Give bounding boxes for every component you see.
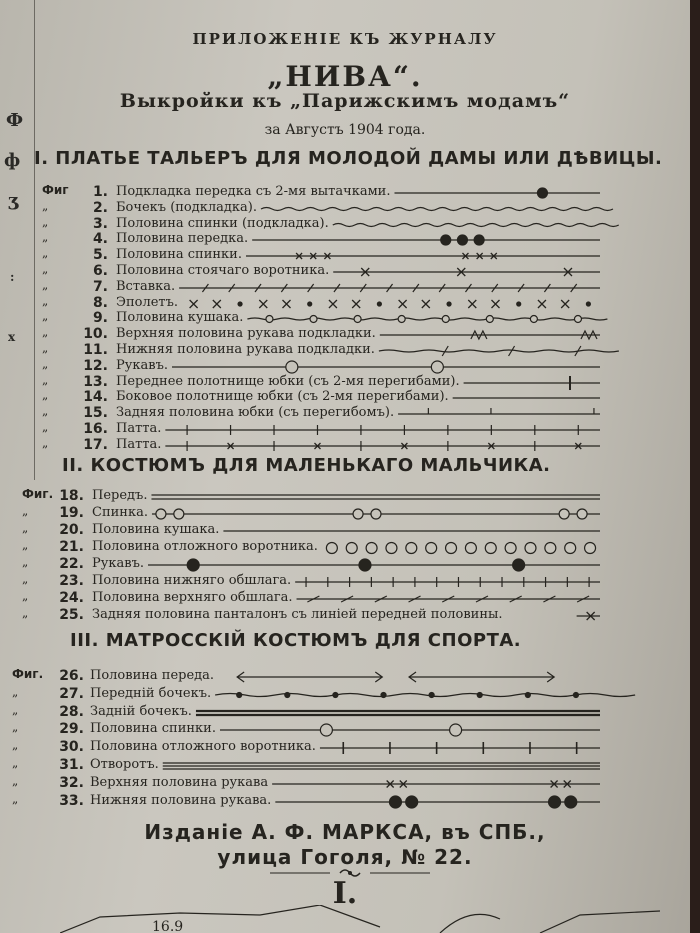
figure-label: Половина спинки (подкладка). [116, 215, 329, 231]
ditto-mark: „ [12, 791, 19, 806]
figure-number: 25. [59, 607, 84, 623]
ditto-mark: „ [42, 404, 49, 419]
figure-number: 29. [59, 721, 84, 738]
figure-label: Вставка. [116, 278, 176, 294]
section-title: II. КОСТЮМЪ ДЛЯ МАЛЕНЬКАГО МАЛЬЧИКА. [62, 455, 551, 476]
figure-label: Задняя половина юбки (съ перегибомъ). [116, 405, 395, 421]
ditto-mark: „ [12, 756, 19, 770]
cut-line-marker [0, 436, 690, 456]
figure-label: Бочекъ (подкладка). [116, 199, 257, 215]
edge-glyph: ф [4, 150, 21, 171]
figure-number: 8. [92, 294, 108, 311]
magazine-title: „НИВА“. [267, 60, 423, 93]
figure-label: Отворотъ. [90, 757, 159, 772]
figure-label: Задняя половина панталонъ съ линiей передней половины. [92, 607, 503, 622]
address-line: улица Гоголя, № 22. [217, 845, 473, 869]
figure-label: Половина переда. [90, 668, 215, 683]
ditto-mark: „ [42, 309, 49, 324]
ditto-mark: „ [42, 246, 49, 261]
figure-number: 28. [59, 703, 84, 720]
figure-number: 24. [59, 590, 84, 606]
figure-number: 1. [92, 184, 108, 200]
ditto-mark: „ [42, 262, 49, 276]
figure-label: Половина нижняго обшлага. [92, 573, 292, 588]
figure-number: 11. [83, 342, 108, 358]
figure-number: 22. [59, 556, 84, 572]
ditto-mark: „ [42, 198, 49, 213]
figure-number: 30. [59, 739, 84, 756]
edge-glyph: : [10, 270, 15, 284]
figure-number: 6. [92, 263, 108, 279]
pattern-sheet-preview [60, 905, 660, 933]
ditto-mark: „ [42, 293, 49, 308]
figure-label: Половина отложного воротника. [90, 739, 316, 755]
figure-number: 18. [59, 488, 84, 504]
figure-number: 23. [59, 573, 84, 589]
figure-label: Нижняя половина рукава подкладки. [116, 342, 375, 357]
ditto-mark: „ [22, 555, 29, 569]
ditto-mark: „ [42, 230, 49, 245]
ditto-mark: „ [42, 435, 49, 450]
figure-label: Патта. [116, 436, 162, 452]
figure-number: 7. [92, 278, 108, 295]
supplement-heading: ПРИЛОЖЕНIЕ КЪ ЖУРНАЛУ [192, 30, 498, 48]
figure-number: 5. [92, 247, 108, 264]
ditto-mark: „ [12, 702, 19, 717]
figure-label: Эполетъ. [116, 294, 178, 310]
ditto-mark: „ [22, 606, 29, 620]
figure-label: Спинка. [92, 505, 148, 520]
edge-glyph: ʒ [8, 190, 19, 211]
figure-number: 14. [83, 389, 108, 406]
figure-number: 19. [59, 505, 84, 521]
figure-label: Половина верхняго обшлага. [92, 590, 293, 605]
ditto-mark: „ [22, 589, 29, 603]
figure-number: 10. [83, 326, 108, 343]
figure-label: Верхняя половина рукава [90, 774, 269, 790]
issue-date: за Августъ 1904 года. [264, 122, 426, 138]
figure-label: Рукавъ. [92, 556, 144, 571]
figure-label: Нижняя половина рукава. [90, 792, 272, 808]
ditto-mark: „ [42, 325, 49, 340]
figure-number: 21. [59, 539, 84, 555]
section-title: I. ПЛАТЬЕ ТАЛЬЕРЪ ДЛЯ МОЛОДОЙ ДАМЫ ИЛИ ДѢВИЦЫ. [34, 148, 663, 169]
figure-number: 12. [83, 357, 108, 374]
svg-text:16.9: 16.9 [152, 919, 184, 933]
figure-number: 15. [83, 405, 108, 422]
figure-number: 16. [83, 421, 108, 437]
figure-label: Рукавъ. [116, 357, 168, 373]
ditto-mark: „ [42, 214, 49, 229]
figure-number: 9. [92, 310, 108, 327]
ditto-mark: „ [42, 356, 49, 371]
figure-number: 32. [59, 774, 84, 791]
fig-label: Фиг [42, 183, 69, 197]
ditto-mark: „ [42, 372, 49, 387]
ditto-mark: „ [22, 538, 29, 552]
edge-glyph: x [8, 330, 16, 344]
figure-number: 26. [59, 668, 84, 684]
ditto-mark: „ [42, 341, 49, 355]
figure-label: Половина спинки. [90, 721, 216, 737]
fig-label: Фиг. [22, 487, 54, 501]
ditto-mark: „ [42, 277, 49, 292]
figure-number: 27. [59, 685, 84, 702]
ditto-mark: „ [22, 521, 29, 535]
figure-label: Патта. [116, 421, 162, 436]
ditto-mark: „ [12, 720, 19, 735]
figure-label: Заднiй бочекъ. [90, 703, 192, 719]
figure-number: 33. [59, 792, 84, 809]
figure-label: Половина передка. [116, 231, 249, 247]
figure-number: 31. [59, 757, 84, 773]
publisher-line: Изданiе А. Ф. МАРКСА, въ СПБ., [144, 820, 546, 844]
figure-label: Передъ. [92, 488, 148, 503]
figure-label: Переднiй бочекъ. [90, 685, 212, 701]
cut-line-marker [0, 606, 690, 626]
figure-label: Подкладка передка съ 2-мя вытачками. [116, 184, 391, 199]
ditto-mark: „ [12, 773, 19, 788]
figure-label: Половина кушака. [116, 310, 244, 326]
figure-label: Переднее полотнище юбки (съ 2-мя перегибами). [116, 373, 460, 389]
figure-number: 3. [92, 215, 108, 232]
edge-glyph: Ф [6, 110, 24, 131]
figure-label: Половина отложного воротника. [92, 539, 318, 554]
figure-number: 13. [83, 373, 108, 390]
figure-label: Половина спинки. [116, 247, 242, 263]
figure-label: Половина кушака. [92, 522, 220, 537]
figure-number: 2. [92, 199, 108, 216]
fig-label: Фиг. [12, 667, 44, 681]
figure-label: Верхняя половина рукава подкладки. [116, 326, 376, 342]
figure-number: 4. [92, 231, 108, 248]
figure-number: 20. [59, 522, 84, 538]
sheet-number: I. [332, 876, 358, 911]
section-title: III. МАТРОССКIЙ КОСТЮМЪ ДЛЯ СПОРТА. [70, 630, 522, 651]
ditto-mark: „ [22, 504, 29, 518]
ditto-mark: „ [12, 684, 19, 699]
ditto-mark: „ [12, 738, 19, 753]
patterns-subtitle: Выкройки къ „Парижскимъ модамъ“ [119, 90, 571, 112]
ditto-mark: „ [42, 420, 49, 434]
figure-label: Боковое полотнище юбки (съ 2-мя перегибами). [116, 389, 449, 405]
figure-number: 17. [83, 436, 108, 453]
cut-line-marker [0, 792, 690, 812]
ditto-mark: „ [42, 388, 49, 403]
ditto-mark: „ [22, 572, 29, 586]
figure-label: Половина стоячаго воротника. [116, 263, 330, 278]
